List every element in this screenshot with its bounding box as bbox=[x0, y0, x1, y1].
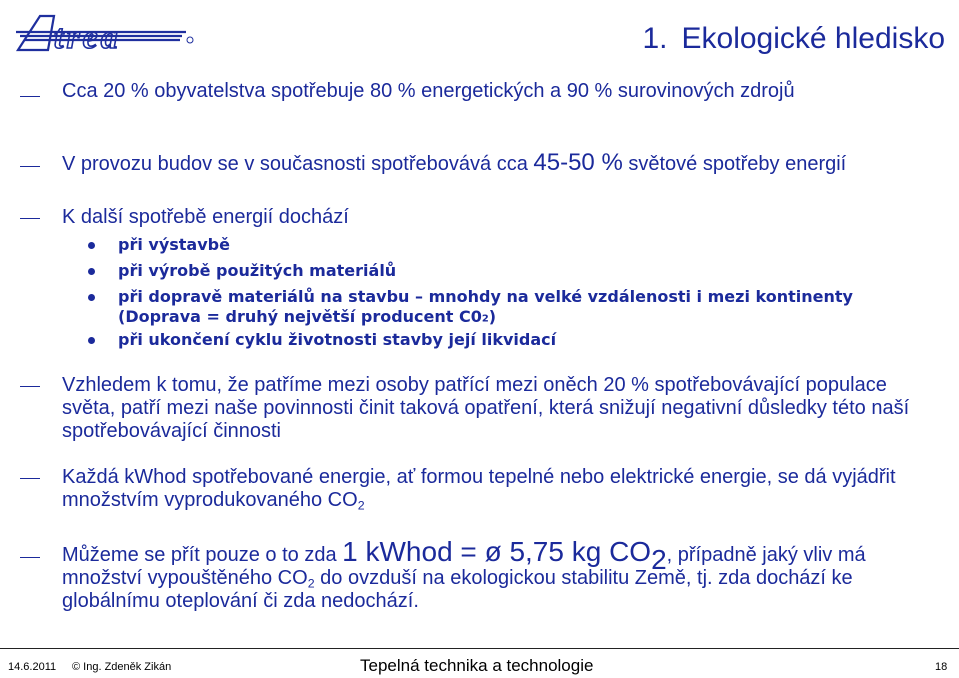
paragraph-1: Cca 20 % obyvatelstva spotřebuje 80 % energetických a 90 % surovinových zdrojů bbox=[62, 80, 795, 102]
p6-subscript: 2 bbox=[307, 576, 315, 591]
title-number: 1. bbox=[642, 22, 668, 55]
p2-text-a: V provozu budov se v současnosti spotřebovává cca bbox=[62, 153, 534, 175]
p6-text-c: do ovzduší na ekologickou stabilitu Země, tj. zda dochází ke globálnímu oteplování či zda nedochází. bbox=[62, 567, 853, 612]
paragraph-6 bbox=[62, 536, 932, 613]
dot-bullet bbox=[88, 337, 95, 344]
page-title bbox=[520, 22, 945, 56]
dot-bullet bbox=[88, 242, 95, 249]
sub-item-3 bbox=[118, 287, 858, 330]
dash-bullet bbox=[20, 478, 40, 479]
dot-bullet bbox=[88, 294, 95, 301]
p5-subscript: 2 bbox=[357, 498, 365, 513]
atrea-logo bbox=[14, 10, 194, 58]
sub3-text-b: ) bbox=[488, 307, 497, 326]
paragraph-5 bbox=[62, 466, 932, 512]
svg-text:trea: trea bbox=[54, 19, 121, 56]
p2-highlight: 45-50 % bbox=[533, 149, 623, 176]
sub3-text-a: při dopravě materiálů na stavbu – mnohdy na velké vzdálenosti i mezi kontinenty (Doprava = druhý největší producent C0 bbox=[118, 287, 853, 326]
dash-bullet bbox=[20, 166, 40, 167]
p6-text-a: Můžeme se přít pouze o to zda bbox=[62, 544, 343, 566]
title-text: Ekologické hledisko bbox=[681, 22, 945, 55]
paragraph-4: Vzhledem k tomu, že patříme mezi osoby patřící mezi oněch 20 % spotřebovávající populace světa, patří mezi naše povinnosti činit taková opatření, která snižují negativní důsledky této naší spotřebovávající činnosti bbox=[62, 374, 910, 442]
footer-divider bbox=[0, 648, 959, 649]
sub3-subscript: 2 bbox=[481, 313, 489, 325]
dash-bullet bbox=[20, 218, 40, 219]
sub-item-1: při výstavbě bbox=[118, 235, 230, 254]
dash-bullet bbox=[20, 386, 40, 387]
p5-text-a: Každá kWhod spotřebované energie, ať formou tepelné nebo elektrické energie, se dá vyjádřit množstvím vyprodukovaného CO bbox=[62, 466, 896, 511]
p6-highlight: 1 kWhod = ø 5,75 kg CO bbox=[342, 536, 652, 567]
p6-text-b: , případně jaký vliv má množství vypouštěného CO bbox=[62, 544, 866, 589]
footer-author: © Ing. Zdeněk Zikán bbox=[72, 661, 172, 673]
paragraph-2 bbox=[62, 151, 932, 176]
p6-highlight-subscript: 2 bbox=[651, 543, 667, 575]
paragraph-3: K další spotřebě energií dochází bbox=[62, 206, 349, 228]
footer-date: 14.6.2011 bbox=[8, 661, 57, 673]
dot-bullet bbox=[88, 268, 95, 275]
p2-text-b: světové spotřeby energií bbox=[622, 153, 847, 175]
sub-item-2: při výrobě použitých materiálů bbox=[118, 261, 397, 280]
dash-bullet bbox=[20, 96, 40, 97]
dash-bullet bbox=[20, 557, 40, 558]
sub-item-4: při ukončení cyklu životnosti stavby její likvidací bbox=[118, 330, 557, 349]
footer-course-title: Tepelná technika a technologie bbox=[360, 656, 594, 675]
page-number: 18 bbox=[935, 661, 948, 673]
